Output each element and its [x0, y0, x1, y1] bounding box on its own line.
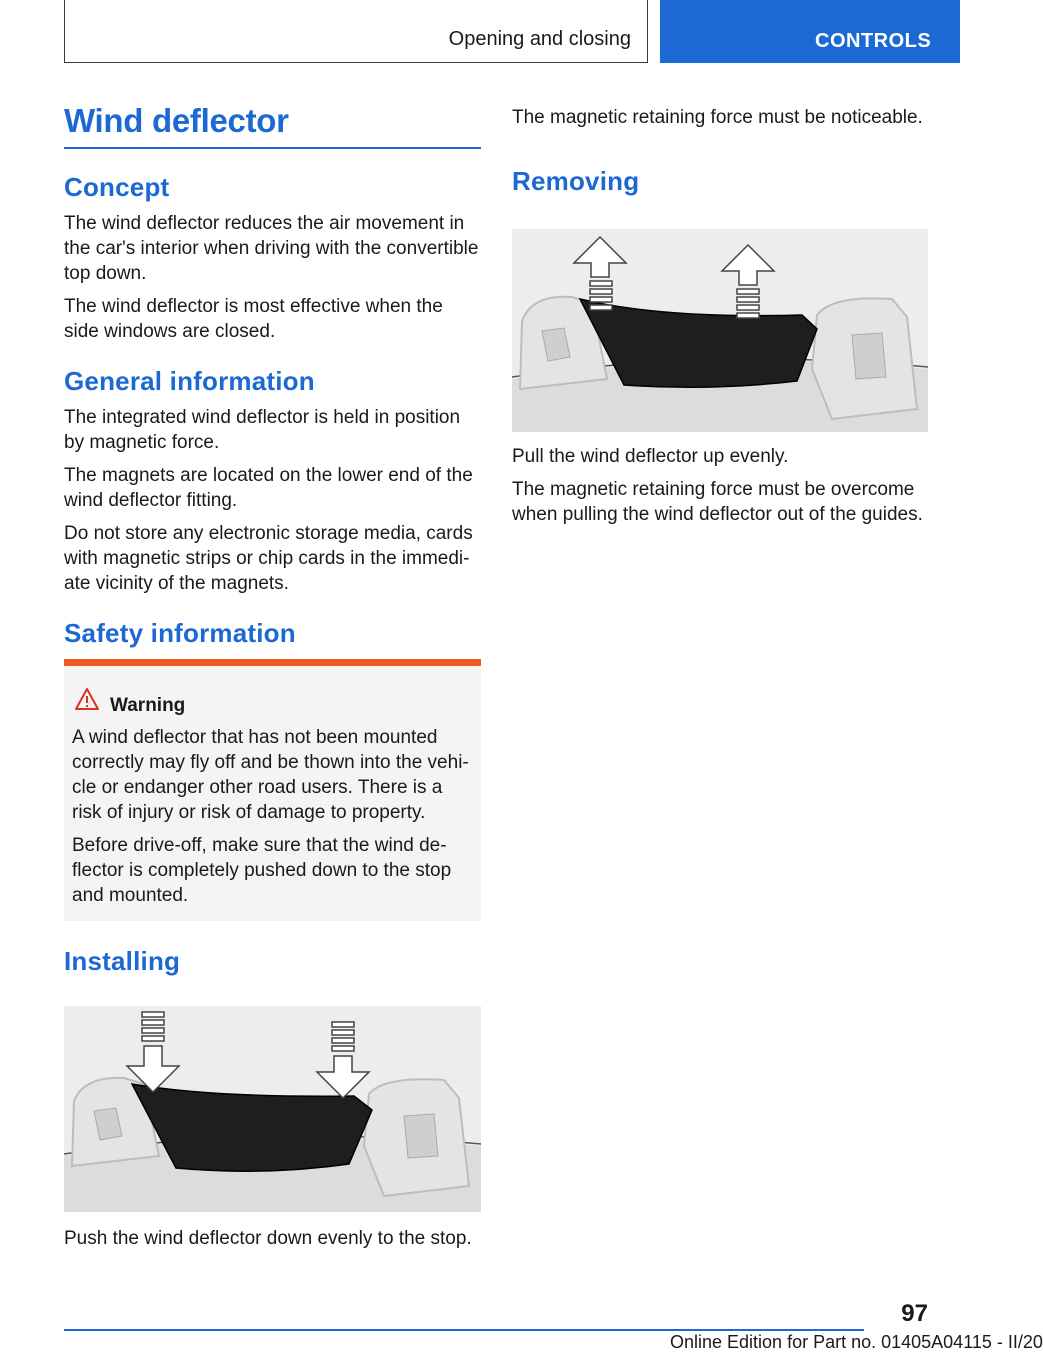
removing-illustration: [512, 229, 928, 432]
installing-illustration: [64, 1006, 481, 1212]
general-paragraph-3: Do not store any electronic storage media, cards with magnetic strips or chip cards in the immedi-ate vicinity of the magnets.: [64, 523, 473, 594]
warning-icon: [74, 687, 100, 711]
warning-paragraph-2: Before drive-off, make sure that the wind de-flector is completely pushed down to the stop and mounted.: [72, 835, 452, 906]
removing-heading: Removing: [512, 166, 640, 196]
title-divider: [64, 147, 481, 149]
footer-divider: [64, 1329, 864, 1331]
installing-caption: Push the wind deflector down evenly to the stop.: [64, 1228, 472, 1249]
footer-edition: Online Edition for Part no. 01405A04115 - II/20: [670, 1332, 1043, 1352]
removing-paragraph-2: The magnetic retaining force must be overcome when pulling the wind deflector out of the guides.: [512, 479, 923, 525]
removing-caption: Pull the wind deflector up evenly.: [512, 446, 789, 467]
removing-section: [512, 166, 930, 197]
warning-paragraph-1: A wind deflector that has not been mounted correctly may fly off and be thown into the vehi-cle or endanger other road users. There is a risk of injury or risk of damage to property.: [72, 727, 469, 823]
page-number: 97: [901, 1300, 928, 1327]
concept-section: [64, 172, 481, 344]
installing-heading: Installing: [64, 946, 181, 976]
concept-heading: Concept: [64, 172, 170, 202]
general-paragraph-2: The magnets are located on the lower end of the wind deflector fitting.: [64, 465, 473, 511]
header-section-title: Opening and closing: [448, 28, 631, 50]
right-intro-paragraph: The magnetic retaining force must be noticeable.: [512, 107, 923, 128]
header-section-box: [64, 0, 648, 63]
installing-section: [64, 946, 481, 977]
removing-text: [512, 444, 930, 527]
general-section: [64, 366, 481, 596]
warning-box: [64, 659, 481, 921]
safety-heading: Safety information: [64, 618, 296, 648]
page-title: Wind deflector: [64, 102, 289, 139]
header-tab-controls[interactable]: [660, 0, 960, 63]
general-paragraph-1: The integrated wind deflector is held in position by magnetic force.: [64, 407, 461, 453]
general-heading: General information: [64, 366, 315, 396]
safety-section: [64, 618, 481, 649]
concept-paragraph-2: The wind deflector is most effective when the side windows are closed.: [64, 296, 443, 342]
right-intro: [512, 105, 930, 130]
concept-paragraph-1: The wind deflector reduces the air movement in the car's interior when driving with the convertible top down.: [64, 213, 479, 284]
header-tab-label: CONTROLS: [815, 30, 932, 52]
warning-label: Warning: [110, 695, 186, 716]
